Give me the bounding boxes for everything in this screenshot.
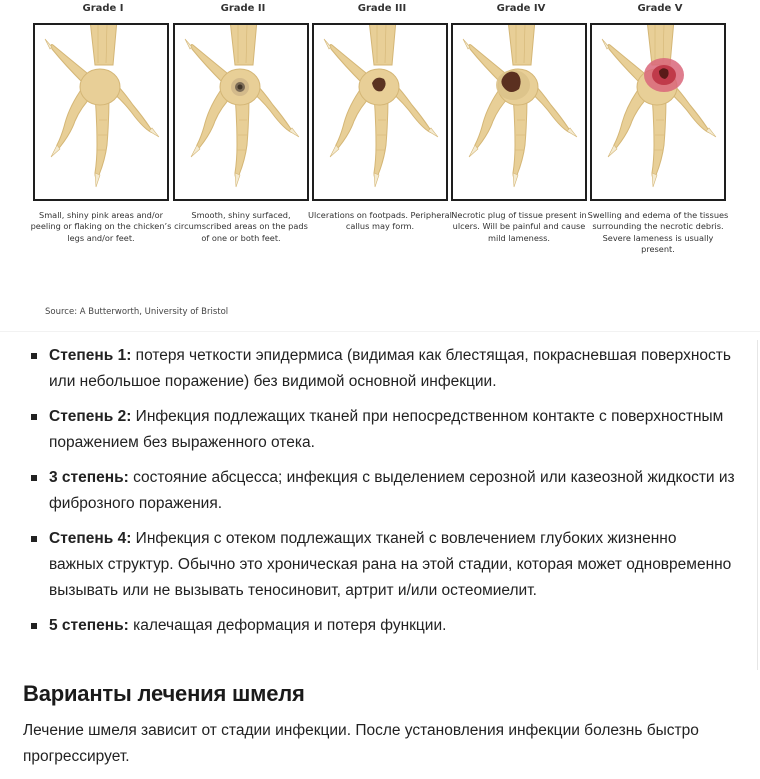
list-item xyxy=(25,526,735,604)
stage-text: потеря четкости эпидермиса (видимая как блестящая, покрасневшая поверхность или небольшое поражение) без видимой основной инфекции. xyxy=(49,347,731,390)
list-item xyxy=(25,613,735,639)
grade-caption: Small, shiny pink areas and/or peeling or flaking on the chicken’s legs and/or feet. xyxy=(30,210,172,243)
bullet-icon xyxy=(31,623,37,629)
section-heading: Варианты лечения шмеля xyxy=(23,681,305,706)
stage-label: 5 степень: xyxy=(49,617,129,634)
section-paragraph: Лечение шмеля зависит от стадии инфекции. После установления инфекции болезнь быстро прогрессирует. xyxy=(23,722,699,765)
stage-label: Степень 1: xyxy=(49,347,132,364)
grade-2-illustration xyxy=(173,23,309,201)
grade-title: Grade III xyxy=(357,3,407,14)
list-item xyxy=(25,343,735,395)
grade-title: Grade II xyxy=(220,3,266,14)
grade-title: Grade I xyxy=(82,3,124,14)
grade-caption: Swelling and edema of the tissues surrounding the necrotic debris. Severe lameness is usually present. xyxy=(587,210,729,254)
grade-title: Grade IV xyxy=(496,3,546,14)
list-item xyxy=(25,465,735,517)
stages-list xyxy=(25,343,735,648)
grade-caption: Ulcerations on footpads. Peripheral callus may form. xyxy=(308,210,452,232)
stage-text: Инфекция подлежащих тканей при непосредственном контакте с поверхностным поражением без выраженного отека. xyxy=(49,408,724,451)
grade-1-illustration xyxy=(33,23,169,201)
stage-text: калечащая деформация и потеря функции. xyxy=(128,617,447,634)
bullet-icon xyxy=(31,475,37,481)
stage-text: состояние абсцесса; инфекция с выделением серозной или казеозной жидкости из фиброзного поражения. xyxy=(49,469,735,512)
stage-label: Степень 4: xyxy=(49,530,132,547)
bullet-icon xyxy=(31,353,37,359)
bullet-icon xyxy=(31,536,37,542)
divider xyxy=(757,340,758,670)
stage-label: 3 степень: xyxy=(49,469,129,486)
bullet-icon xyxy=(31,414,37,420)
grade-caption: Smooth, shiny surfaced, circumscribed areas on the pads of one or both feet. xyxy=(174,210,308,243)
grade-5-illustration xyxy=(590,23,726,201)
grade-4-illustration xyxy=(451,23,587,201)
grade-title: Grade V xyxy=(637,3,683,14)
grade-caption: Necrotic plug of tissue present in ulcers. Will be painful and cause mild lameness. xyxy=(451,210,587,243)
figure-source: Source: A Butterworth, University of Bristol xyxy=(45,307,229,317)
grades-figure xyxy=(0,0,760,330)
stage-text: Инфекция с отеком подлежащих тканей с вовлечением глубоких жизненно важных структур. Обычно это хроническая рана на этой стадии, которая может одновременно вызывать или не вызывать теносиновит, артрит и/или остеомиелит. xyxy=(49,530,732,599)
grade-3-illustration xyxy=(312,23,448,201)
list-item xyxy=(25,404,735,456)
stage-label: Степень 2: xyxy=(49,408,132,425)
divider xyxy=(0,331,760,332)
